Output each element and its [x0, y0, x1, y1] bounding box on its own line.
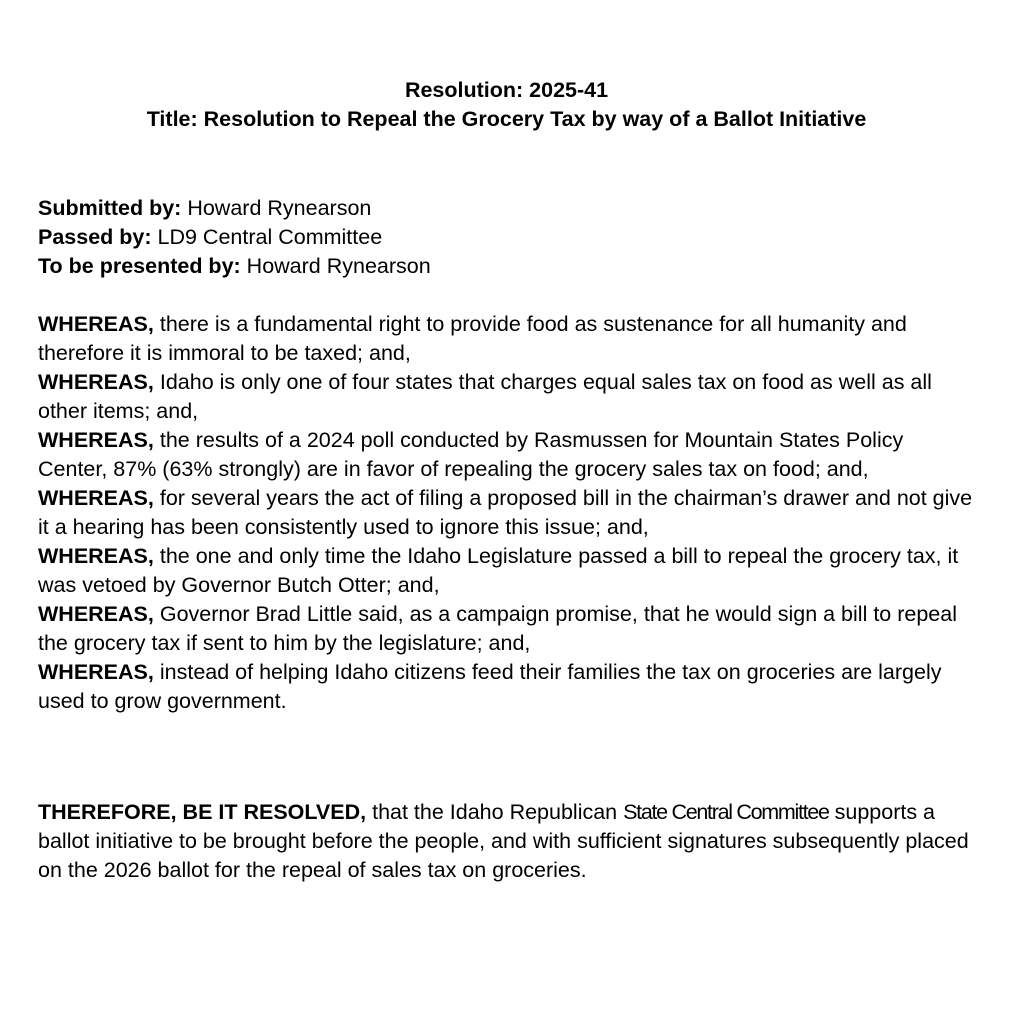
whereas-label: WHEREAS, — [38, 660, 154, 684]
whereas-label: WHEREAS, — [38, 486, 154, 510]
whereas-clauses — [38, 310, 978, 716]
passed-by-line — [38, 223, 978, 252]
resolved-label: THEREFORE, BE IT RESOLVED, — [38, 800, 367, 824]
whereas-clause — [38, 426, 978, 484]
whereas-clause — [38, 310, 978, 368]
presented-by-value: Howard Rynearson — [246, 254, 431, 278]
whereas-clause — [38, 484, 978, 542]
passed-by-label: Passed by: — [38, 225, 152, 249]
whereas-label: WHEREAS, — [38, 312, 154, 336]
whereas-label: WHEREAS, — [38, 428, 154, 452]
whereas-clause — [38, 600, 978, 658]
whereas-clause — [38, 658, 978, 716]
resolved-text-before: that the Idaho Republican — [372, 800, 618, 824]
whereas-text: Governor Brad Little said, as a campaign promise, that he would sign a bill to repeal the grocery tax if sent to him by the legislature; and, — [38, 602, 957, 655]
submitted-by-line — [38, 194, 978, 223]
resolution-number: Resolution: 2025-41 — [404, 78, 609, 102]
resolved-text-after: supports a ballot initiative to be brought before the people, and with sufficient signatures subsequently placed on the 2026 ballot for the repeal of sales tax on groceries. — [38, 800, 969, 882]
sponsor-block — [38, 194, 978, 281]
whereas-text: the one and only time the Idaho Legislature passed a bill to repeal the grocery tax, it was vetoed by Governor Butch Otter; and, — [38, 544, 959, 597]
presented-by-line — [38, 252, 978, 281]
whereas-label: WHEREAS, — [38, 602, 154, 626]
resolved-clause — [38, 798, 978, 885]
whereas-label: WHEREAS, — [38, 544, 154, 568]
submitted-by-label: Submitted by: — [38, 196, 182, 220]
whereas-text: there is a fundamental right to provide food as sustenance for all humanity and therefore it is immoral to be taxed; and, — [38, 312, 907, 365]
resolved-committee-name: State Central Committee — [623, 800, 829, 824]
passed-by-value: LD9 Central Committee — [157, 225, 383, 249]
whereas-text: for several years the act of filing a proposed bill in the chairman’s drawer and not give it a hearing has been consistently used to ignore this issue; and, — [38, 486, 973, 539]
submitted-by-value: Howard Rynearson — [187, 196, 372, 220]
whereas-text: Idaho is only one of four states that charges equal sales tax on food as well as all other items; and, — [38, 370, 932, 423]
resolution-title: Title: Resolution to Repeal the Grocery Tax by way of a Ballot Initiative — [146, 107, 867, 131]
presented-by-label: To be presented by: — [38, 254, 241, 278]
whereas-clause — [38, 542, 978, 600]
whereas-label: WHEREAS, — [38, 370, 154, 394]
whereas-text: the results of a 2024 poll conducted by Rasmussen for Mountain States Policy Center, 87% (63% strongly) are in favor of repealing the grocery sales tax on food; and, — [38, 428, 904, 481]
whereas-clause — [38, 368, 978, 426]
whereas-text: instead of helping Idaho citizens feed their families the tax on groceries are largely used to grow government. — [38, 660, 942, 713]
